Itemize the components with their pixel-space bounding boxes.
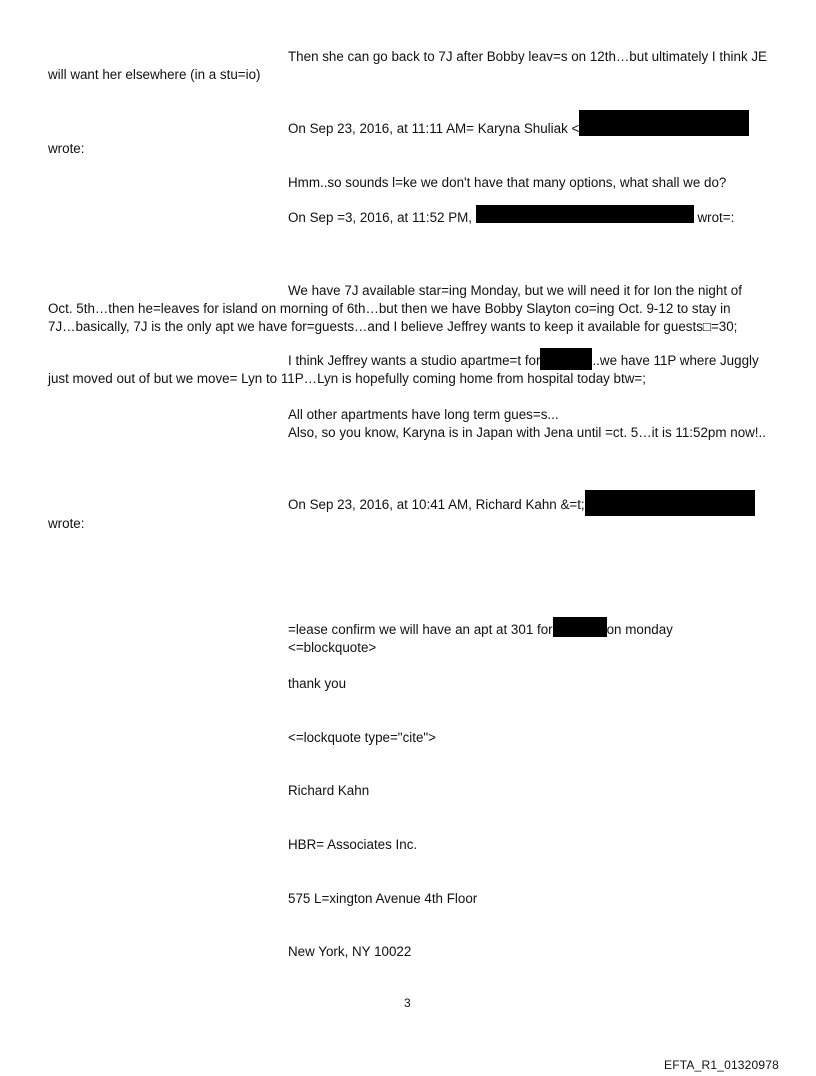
email-line: wrote:: [48, 141, 85, 156]
email-header-text: On Sep 23, 2016, at 10:41 AM, Richard Kahn &=t;: [288, 497, 585, 512]
email-header-text: wrot=:: [697, 210, 735, 225]
email-line: Also, so you know, Karyna is in Japan with Jena until =ct. 5…it is 11:52pm now!..: [288, 425, 766, 440]
page-number: 3: [404, 996, 411, 1010]
signature-company: HBR= Associates Inc.: [288, 837, 418, 852]
email-header-line: [288, 207, 734, 229]
redaction-box: [579, 110, 749, 136]
signature-address: 575 L=xington Avenue 4th Floor: [288, 891, 478, 906]
email-text: ..we have 11P where Juggly: [592, 353, 759, 368]
redaction-box: [540, 348, 592, 370]
email-line: 7J…basically, 7J is the only apt we have for=guests…and I believe Jeffrey wants to keep it available for guests□=30;: [48, 319, 738, 334]
email-text: I think Jeffrey wants a studio apartme=t for: [288, 353, 541, 368]
email-header-text: On Sep =3, 2016, at 11:52 PM,: [288, 210, 472, 225]
email-text: on monday: [606, 622, 673, 637]
email-header-text: On Sep 23, 2016, at 11:11 AM= Karyna Shuliak <: [288, 121, 580, 136]
email-line: We have 7J available star=ing Monday, but we will need it for Ion the night of: [288, 283, 742, 298]
signature-city: New York, NY 10022: [288, 944, 412, 959]
redaction-box: [476, 205, 694, 223]
email-line: Then she can go back to 7J after Bobby leav=s on 12th…but ultimately I think JE: [288, 49, 767, 64]
email-line: wrote:: [48, 516, 85, 531]
email-line: <=lockquote type="cite">: [288, 730, 436, 745]
email-line: Hmm..so sounds l=ke we don't have that many options, what shall we do?: [288, 175, 727, 190]
email-line: All other apartments have long term gues=s...: [288, 407, 559, 422]
redaction-box: [553, 617, 607, 637]
email-header-line: [288, 118, 749, 140]
redaction-box: [585, 490, 755, 516]
email-line: Oct. 5th…then he=leaves for island on morning of 6th…but then we have Bobby Slayton co=ing Oct. 9-12 to stay in: [48, 301, 731, 316]
email-line: thank you: [288, 676, 347, 691]
email-line: will want her elsewhere (in a stu=io): [48, 67, 261, 82]
document-id: EFTA_R1_01320978: [664, 1058, 780, 1072]
email-text: =lease confirm we will have an apt at 301 for: [288, 622, 553, 637]
email-line: <=blockquote>: [288, 640, 377, 655]
email-header-line: [288, 494, 755, 516]
email-line: just moved out of but we move= Lyn to 11P…Lyn is hopefully coming home from hospital today btw=;: [48, 371, 646, 386]
signature-name: Richard Kahn: [288, 783, 370, 798]
